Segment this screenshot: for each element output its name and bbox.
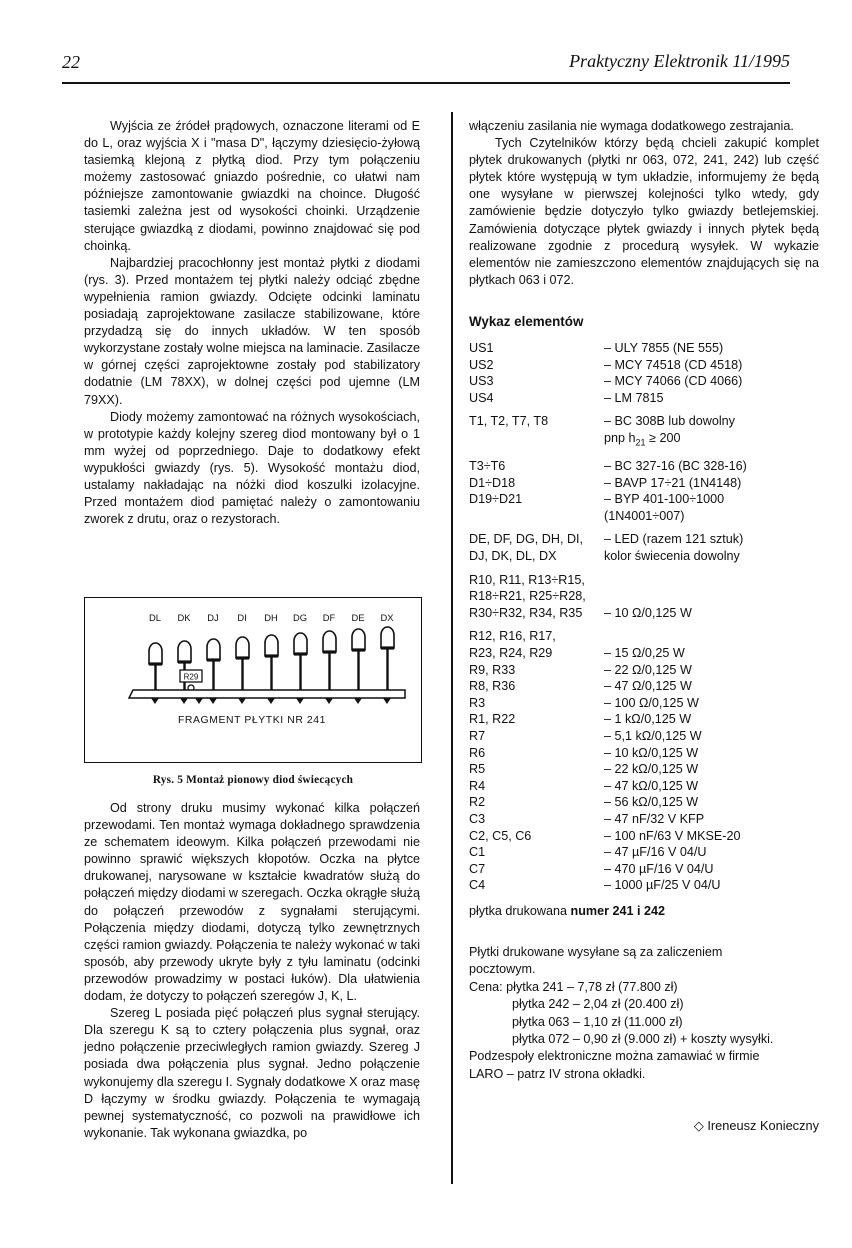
part-reference: C1 (469, 845, 486, 860)
paragraph: Diody możemy zamontować na różnych wysokościach, w prototypie każdy kolejny szereg diod montowany był o 1 mm wyżej od poprzedniego. Daje to dodatkowy efekt wypukłości gwiazdy (rys. 5). Wysokość montażu diod, ustalamy nakładając na nóżki diod koszulki izolacyjne. Przed montażem diod pamiętać należy o zamontowaniu zworek z drutu, oraz o rezystorach. (84, 409, 420, 527)
part-value (604, 572, 819, 589)
parts-row (469, 548, 819, 565)
part-value: – LM 7815 (604, 390, 664, 405)
part-value (604, 628, 819, 645)
part-value: – ULY 7855 (NE 555) (604, 341, 724, 356)
price-line: płytka 063 – 1,10 zł (11.000 zł) (512, 1014, 683, 1029)
part-value: pnp $h_{21} \ge 200$ (604, 431, 681, 448)
header-rule (62, 82, 790, 84)
led-body (149, 643, 162, 664)
part-reference: R6 (469, 745, 486, 760)
part-value: – 22 kΩ/0,125 W (604, 762, 699, 777)
right-column (469, 118, 819, 1134)
part-reference: D19÷D21 (469, 492, 523, 507)
part-reference: R5 (469, 762, 486, 777)
part-value: – 47 kΩ/0,125 W (604, 778, 699, 793)
column-divider (451, 112, 453, 1184)
part-value: – 47 µF/16 V 04/U (604, 845, 707, 860)
closing-line: Podzespoły elektroniczne można zamawiać w firmie (469, 1049, 760, 1064)
part-reference: C2, C5, C6 (469, 828, 532, 843)
parts-row (469, 844, 819, 861)
author-signature: ◇ Ireneusz Konieczny (693, 1118, 819, 1134)
part-reference: R1, R22 (469, 712, 516, 727)
parts-row (469, 811, 819, 828)
parts-row (469, 475, 819, 492)
led-body (236, 637, 249, 658)
parts-row (469, 373, 819, 390)
board-label: FRAGMENT PŁYTKI NR 241 (177, 715, 327, 726)
part-reference: US1 (469, 341, 494, 356)
price-line: płytka 242 – 2,04 zł (20.400 zł) (512, 997, 684, 1012)
pcb-number: numer 241 i 242 (570, 903, 666, 918)
part-value: – MCY 74066 (CD 4066) (604, 374, 743, 389)
part-reference: R3 (469, 695, 486, 710)
part-value: – BC 327-16 (BC 328-16) (604, 459, 747, 474)
parts-row (469, 861, 819, 878)
parts-row (469, 877, 819, 894)
led-label: DG (292, 612, 308, 623)
figure-frame (84, 597, 422, 763)
page-number: 22 (62, 52, 80, 72)
parts-row (469, 430, 819, 451)
part-reference: R30÷R32, R34, R35 (469, 605, 583, 620)
part-value: – BC 308B lub dowolny (604, 414, 735, 429)
parts-row (469, 340, 819, 357)
part-reference: R18÷R21, R25÷R28, (469, 589, 586, 604)
parts-row (469, 828, 819, 845)
parts-row (469, 695, 819, 712)
paragraph: Od strony druku musimy wykonać kilka połączeń przewodami. Ten montaż wymaga dokładnego sprawdzenia ze schematem ideowym. Kilka połączeń przewodami nie powinno sprawić większych kłopotów. Oczka na płytce drukowanej, narysowane w kształcie kwadratów służą do połączeń między diodami w szeregach. Oczka okrągłe służą do połączeń przewodów z sygnałami sterującymi. Połączenia między diodami, dotyczą tylko zewnętrznych części ramion gwiazdy. Połączenia te należy wykonać w taki sposób, aby przewody ukryte były z tyłu laminatu (odcinki przewodów prowadzimy w postaci łuków). Dla ułatwienia dodam, że dotyczy to połączeń szeregów J, K, L. (84, 801, 420, 1004)
part-reference: DJ, DK, DL, DX (469, 549, 557, 564)
paragraph: Tych Czytelników którzy będą chcieli zakupić komplet płytek drukowanych (płytki nr 063, 072, 241, 242) lub część płytek które występują w tym układzie, informujemy że będą one wysyłane w pierwszej kolejności tylko wtedy, gdy zamówienie będzie dotyczyło tylko gwiazdy betlejemskiej. Zamówienia dotyczące płytek gwiazdy i innych płytek będą realizowane zgodnie z procedurą wysyłek. W wykazie elementów nie zamieszczono elementów znajdujących się na płytkach 063 i 072. (469, 136, 819, 287)
parts-row (469, 491, 819, 508)
part-reference: R12, R16, R17, (469, 629, 556, 644)
part-value: – LED (razem 121 sztuk) (604, 532, 744, 547)
part-reference: R4 (469, 778, 486, 793)
led-label: DF (322, 612, 336, 623)
parts-row (469, 572, 819, 589)
part-value: – 1 kΩ/0,125 W (604, 712, 692, 727)
led-body (265, 635, 278, 656)
part-reference: C7 (469, 861, 486, 876)
left-column-lower (84, 800, 420, 1142)
parts-row (469, 508, 819, 525)
parts-row (469, 531, 819, 548)
part-reference: T3÷T6 (469, 459, 506, 474)
parts-spacer-row (469, 524, 819, 531)
parts-row (469, 458, 819, 475)
parts-spacer-row (469, 565, 819, 572)
price-line: płytka 072 – 0,90 zł (9.000 zł) + koszty wysyłki. (512, 1032, 774, 1047)
led-body (294, 633, 307, 654)
part-reference: R23, R24, R29 (469, 646, 553, 661)
part-reference: DE, DF, DG, DH, DI, (469, 532, 584, 547)
part-value: – 10 kΩ/0,125 W (604, 745, 699, 760)
parts-spacer-row (469, 451, 819, 458)
led-body (381, 627, 394, 648)
part-value: – 15 Ω/0,25 W (604, 646, 685, 661)
parts-row (469, 357, 819, 374)
part-value: – 100 nF/63 V MKSE-20 (604, 828, 741, 843)
subscript: 21 (635, 437, 646, 448)
parts-row (469, 711, 819, 728)
figure-caption: Rys. 5 Montaż pionowy diod świecących (152, 774, 354, 786)
part-reference: R9, R33 (469, 662, 516, 677)
parts-row (469, 628, 819, 645)
paragraph: włączeniu zasilania nie wymaga dodatkowego zestrajania. (469, 119, 794, 133)
parts-row (469, 605, 819, 622)
part-value: – 470 µF/16 V 04/U (604, 861, 714, 876)
part-reference (469, 430, 604, 451)
part-reference (469, 508, 604, 525)
parts-row (469, 761, 819, 778)
part-value: – 10 Ω/0,125 W (604, 605, 692, 620)
led-body (323, 631, 336, 652)
shipping-info (469, 944, 819, 1083)
magazine-title: Praktyczny Elektronik 11/1995 (569, 51, 790, 71)
part-reference: C4 (469, 878, 486, 893)
pcb-prefix: płytka drukowana (469, 903, 571, 918)
led-label: DX (380, 612, 394, 623)
part-value: – 100 Ω/0,125 W (604, 695, 699, 710)
part-reference: US3 (469, 374, 494, 389)
parts-row (469, 645, 819, 662)
part-value: – BYP 401-100÷1000 (604, 492, 725, 507)
led-mounting-diagram (85, 598, 419, 759)
left-column-upper (84, 118, 420, 528)
parts-row (469, 794, 819, 811)
parts-row (469, 778, 819, 795)
part-reference: R8, R36 (469, 679, 516, 694)
led-label: DJ (207, 612, 219, 623)
parts-spacer-row (469, 621, 819, 628)
closing-line: LARO – patrz IV strona okładki. (469, 1066, 646, 1081)
part-reference: T1, T2, T7, T8 (469, 414, 549, 429)
resistor-label: R29 (183, 672, 199, 682)
led-label: DI (237, 612, 247, 623)
led-label: DL (149, 612, 161, 623)
shipping-line: Płytki drukowane wysyłane są za zaliczeniem (469, 945, 723, 960)
part-value: kolor świecenia dowolny (604, 549, 740, 564)
part-reference: R10, R11, R13÷R15, (469, 572, 585, 587)
parts-list-table (469, 340, 819, 894)
part-value: – 56 kΩ/0,125 W (604, 795, 699, 810)
led-label: DH (264, 612, 278, 623)
running-head (62, 52, 790, 88)
part-reference: C3 (469, 811, 486, 826)
part-reference: R7 (469, 729, 486, 744)
part-value: – MCY 74518 (CD 4518) (604, 357, 743, 372)
part-value: (1N4001÷007) (604, 508, 685, 523)
paragraph: Najbardziej pracochłonny jest montaż płytki z diodami (rys. 3). Przed montażem tej płytki należy odciąć zbędne wypełnienia ramion gwiazdy. Odcięte odcinki laminatu posiadają zaprojektowane zasilacze stabilizowane, które przydadzą się do innych układów. W ten sposób wykorzystane zostały wolne miejsca na laminacie. Zasilacze w górnej części zaprojektowne zostały pod stabilizatory dodatnie (LM 78XX), w dolnej części pod ujemne (LM 79XX). (84, 255, 420, 407)
parts-row (469, 662, 819, 679)
parts-row (469, 745, 819, 762)
part-value (604, 588, 819, 605)
led-label: DK (177, 612, 191, 623)
price-line: Cena: płytka 241 – 7,78 zł (77.800 zł) (469, 979, 678, 994)
parts-row (469, 390, 819, 407)
led-body (207, 639, 220, 660)
led-body (178, 641, 191, 662)
pcb-number-line (469, 903, 819, 920)
led-label: DE (351, 612, 365, 623)
part-value: – 1000 µF/25 V 04/U (604, 878, 721, 893)
part-reference: US4 (469, 390, 494, 405)
part-reference: US2 (469, 357, 494, 372)
parts-list-heading: Wykaz elementów (469, 313, 584, 329)
part-value: – 47 nF/32 V KFP (604, 811, 705, 826)
pcb-strip (129, 690, 405, 704)
part-reference: D1÷D18 (469, 475, 516, 490)
part-reference: R2 (469, 795, 486, 810)
part-value: – 47 Ω/0,125 W (604, 679, 692, 694)
led-body (352, 629, 365, 650)
shipping-line: pocztowym. (469, 962, 536, 977)
paragraph: Szereg L posiada pięć połączeń plus sygnał sterujący. Dla szeregu K są to cztery połączenia plus sygnał, oraz jedno połączenie przeciwległych ramion gwiazdy. Szereg J posiada dwa połączenia plus sygnał. Jedno połączenie wykonujemy dla szeregu I. Sygnały dodatkowe X oraz masę D łączymy w środku gwiazdy. Połączenia te wymagają pewnej systematyczność, co pozwoli na prawidłowe ich wykonanie. Tak wykonana gwiazdka, po (84, 1006, 420, 1140)
parts-spacer-row (469, 406, 819, 413)
parts-row (469, 413, 819, 430)
parts-row (469, 588, 819, 605)
part-value: – 5,1 kΩ/0,125 W (604, 729, 702, 744)
figure-rys-5 (84, 597, 422, 786)
parts-row (469, 678, 819, 695)
paragraph: Wyjścia ze źródeł prądowych, oznaczone literami od E do L, oraz wyjścia X i "masa D", łączymy dziesięcio-żyłową tasiemką klejoną z płytką diod. Przy tym połączeniu możemy zastosować gniazdo pośrednie, co ułatwi nam późniejsze zamontowanie gwiazdki na choince. Długość tasiemki zależna jest od wysokości choinki. Urządzenie sterujące gwiazdką z diodami, powinno znajdować się pod choinką. (84, 119, 420, 253)
part-value: – BAVP 17÷21 (1N4148) (604, 475, 742, 490)
part-value: – 22 Ω/0,125 W (604, 662, 692, 677)
parts-row (469, 728, 819, 745)
